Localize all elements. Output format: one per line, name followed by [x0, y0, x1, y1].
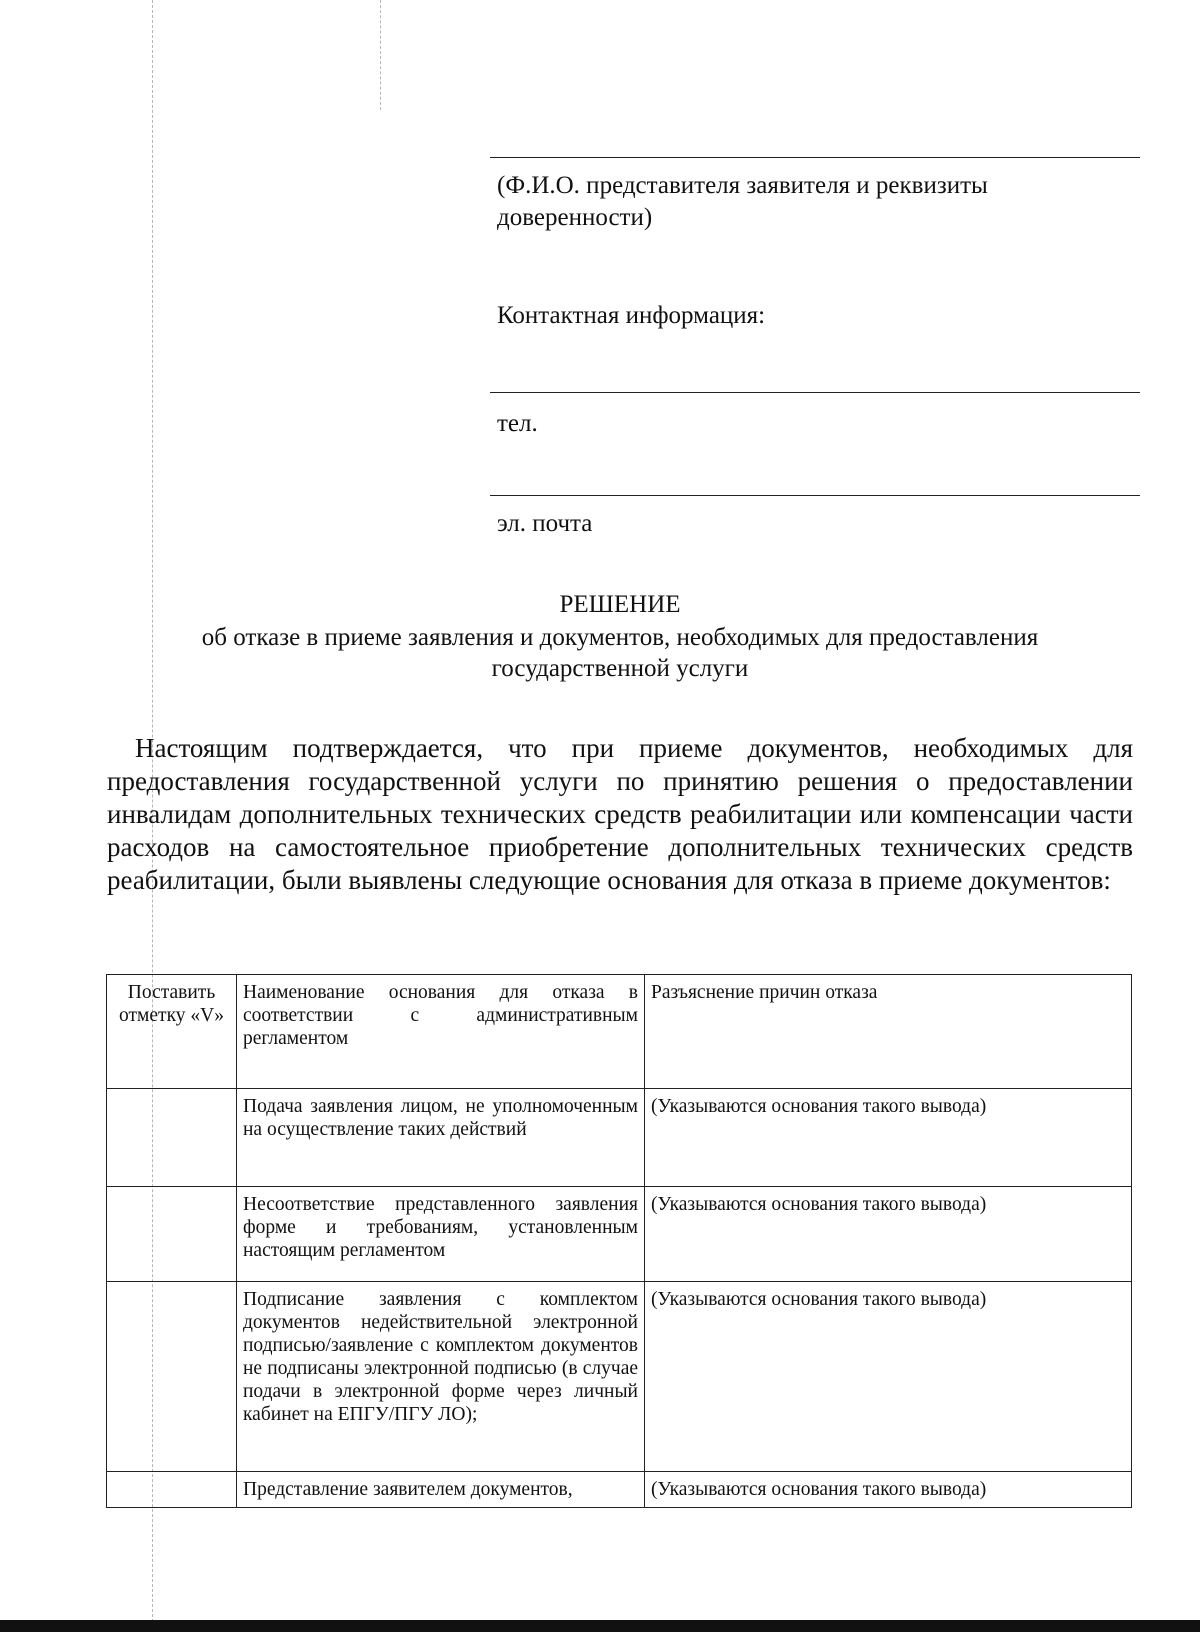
scan-bottom-border	[0, 1620, 1200, 1632]
representative-caption: (Ф.И.О. представителя заявителя и реквизиты доверенности)	[497, 172, 988, 231]
document-title: РЕШЕНИЕ	[559, 591, 681, 618]
table-row	[107, 1187, 1132, 1282]
table-header-row	[107, 975, 1132, 1089]
phone-line	[490, 495, 1140, 496]
contact-label: Контактная информация:	[497, 302, 766, 329]
header-mark: Поставить отметку «V»	[107, 975, 237, 1089]
document-subtitle-line2: государственной услуги	[491, 655, 749, 682]
reason-explanation: (Указываются основания такого вывода)	[645, 1089, 1132, 1187]
reason-name: Несоответствие представленного заявления форме и требованиям, установленным настоящим регламентом	[237, 1187, 645, 1282]
table-row	[107, 1472, 1132, 1508]
reason-explanation: (Указываются основания такого вывода)	[645, 1187, 1132, 1282]
reason-name: Подписание заявления с комплектом документов недействительной электронной подписью/заявление с комплектом документов не подписаны электронной подписью (в случае подачи в электронной форме через личный кабинет на ЕПГУ/ПГУ ЛО);	[237, 1282, 645, 1472]
representative-line	[490, 157, 1140, 158]
mark-cell[interactable]	[107, 1472, 237, 1508]
header-explanation: Разъяснение причин отказа	[645, 975, 1132, 1089]
header-name: Наименование основания для отказа в соответствии с административным регламентом	[237, 975, 645, 1089]
reason-name: Представление заявителем документов,	[237, 1472, 645, 1508]
scan-artifact-middle	[380, 0, 381, 110]
reason-name: Подача заявления лицом, не уполномоченным на осуществление таких действий	[237, 1089, 645, 1187]
mark-cell[interactable]	[107, 1282, 237, 1472]
email-label: эл. почта	[497, 510, 593, 537]
table-row	[107, 1282, 1132, 1472]
refusal-reasons-table	[106, 974, 1132, 1508]
phone-label: тел.	[497, 410, 538, 437]
reason-explanation: (Указываются основания такого вывода)	[645, 1282, 1132, 1472]
mark-cell[interactable]	[107, 1187, 237, 1282]
document-subtitle-line1: об отказе в приеме заявления и документов, необходимых для предоставления	[201, 624, 1039, 651]
table-row	[107, 1089, 1132, 1187]
mark-cell[interactable]	[107, 1089, 237, 1187]
contact-line	[490, 392, 1140, 393]
reason-explanation: (Указываются основания такого вывода)	[645, 1472, 1132, 1508]
confirmation-paragraph: Настоящим подтверждается, что при приеме документов, необходимых для предоставления государственной услуги по принятию решения о предоставлении инвалидам дополнительных технических средств реабилитации или компенсации части расходов на самостоятельное приобретение дополнительных технических средств реабилитации, были выявлены следующие основания для отказа в приеме документов:	[107, 733, 1133, 895]
